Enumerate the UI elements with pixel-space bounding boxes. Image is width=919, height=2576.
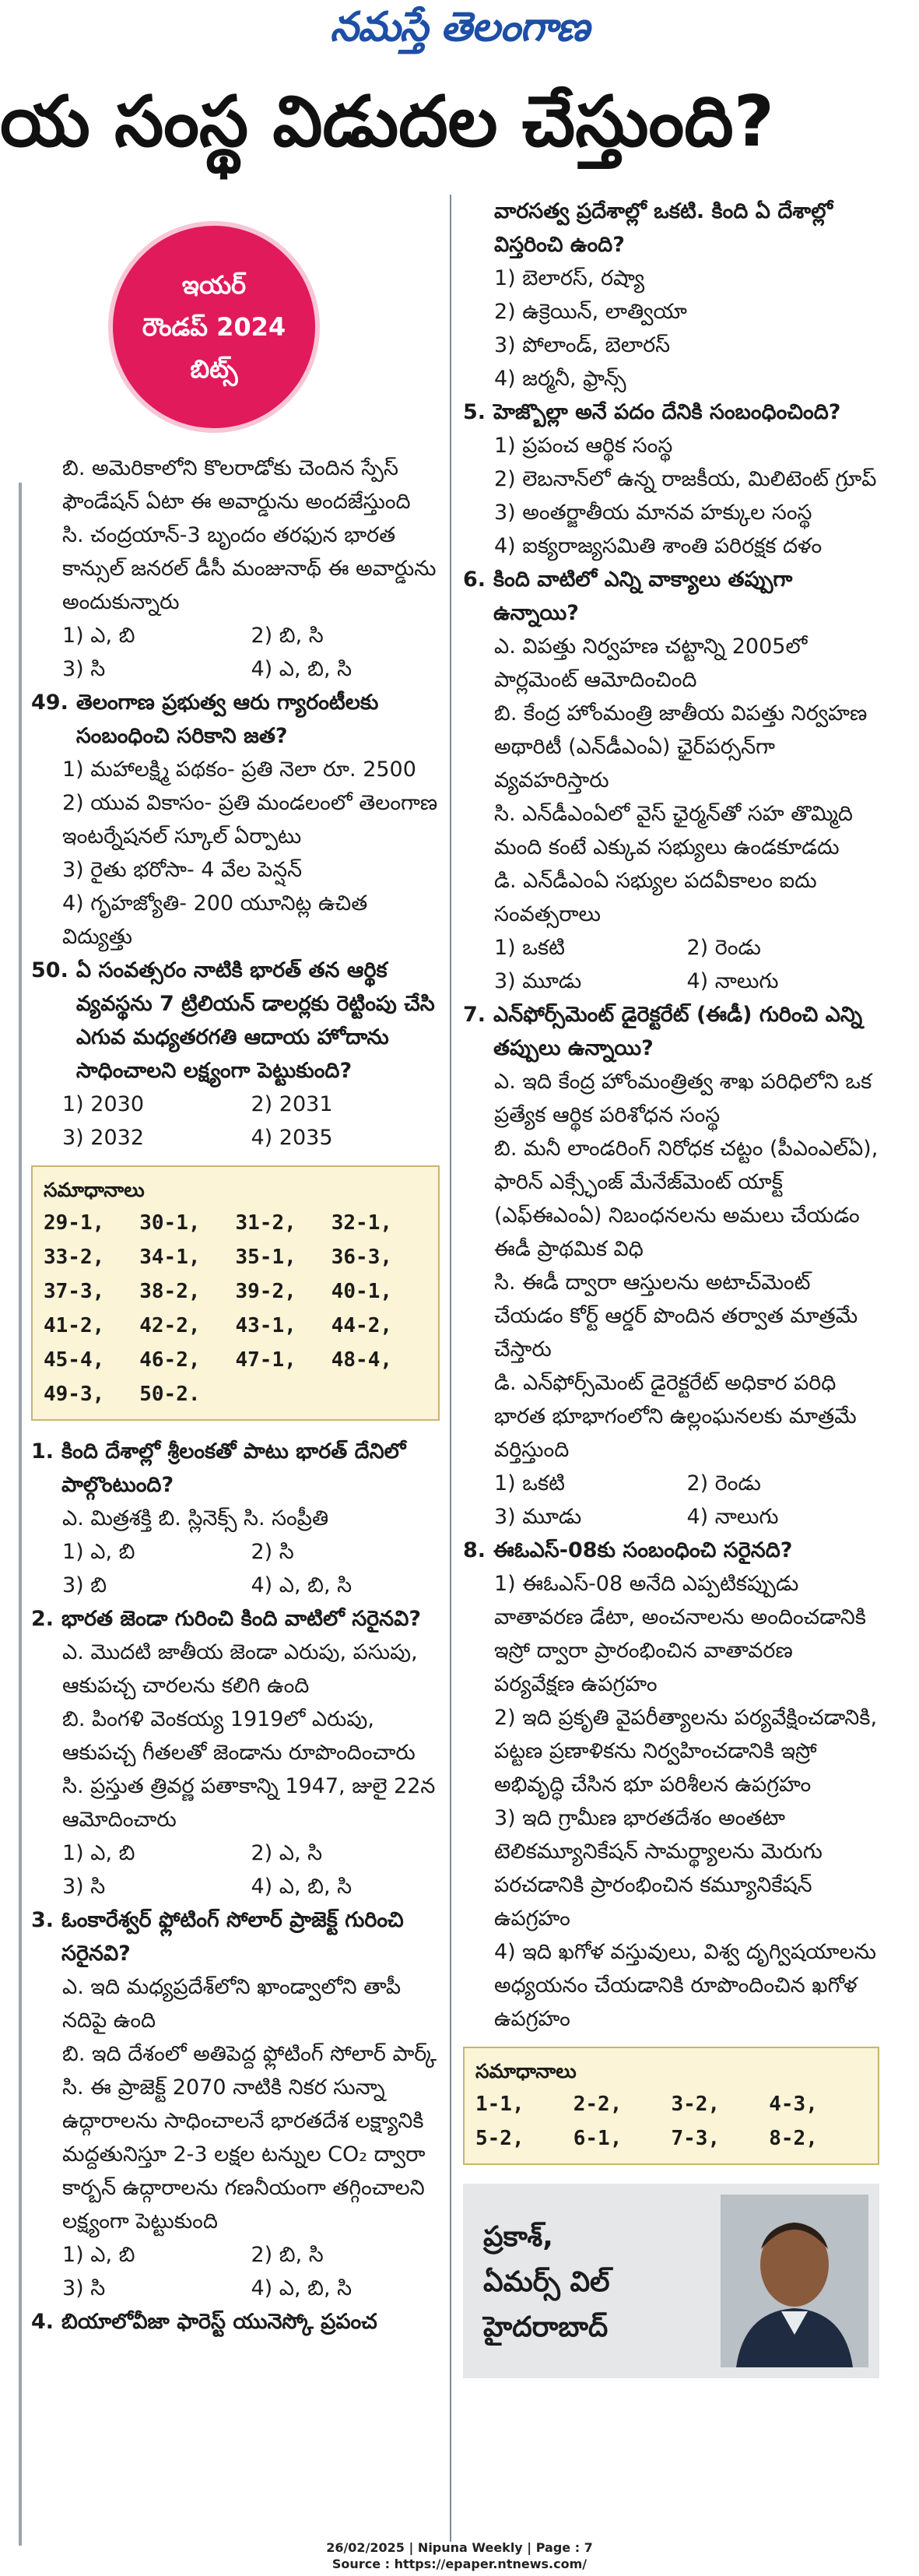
- question-3: [31, 1903, 440, 1970]
- question-1-options: [31, 1535, 440, 1602]
- answers-header: సమాధానాలు: [475, 2060, 577, 2082]
- answer-item: 30-1,: [139, 1211, 201, 1235]
- option: 4) నాలుగు: [686, 1505, 779, 1529]
- author-photo: [721, 2195, 868, 2367]
- option: 4) ఎ, బి, సి: [251, 1573, 353, 1597]
- answer-item: 4-3,: [769, 2093, 818, 2116]
- answer-item: 36-3,: [331, 1246, 393, 1269]
- option: 3) మూడు: [494, 969, 582, 993]
- answers-header: సమాధానాలు: [44, 1179, 145, 1201]
- option: 2) లెబనాన్‌లో ఉన్న రాజకీయ, మిలిటెంట్ గ్రూప్: [494, 467, 877, 491]
- option: 1) ఈఓఎస్-08 అనేది ఎప్పటికప్పుడు వాతావరణ డేటా, అంచనాలను అందించడానికి ఇస్రో ద్వారా ప్రారంభించిన వాతావరణ పర్యవేక్షణ ఉపగ్రహం: [494, 1572, 866, 1696]
- author-line-2: ఏమర్స్ విల్: [483, 2266, 610, 2298]
- headline: య సంస్థ విడుదల చేస్తుంది?: [0, 81, 774, 163]
- answer-item: 6-1,: [573, 2127, 623, 2150]
- question-4-continued: వారసత్వ ప్రదేశాల్లో ఒకటి. కింది ఏ దేశాల్లో విస్తరించి ఉంది?: [494, 199, 833, 257]
- question-text: తెలంగాణ ప్రభుత్వ ఆరు గ్యారంటీలకు సంబంధించి సరికాని జత?: [75, 691, 379, 748]
- answer-item: 8-2,: [769, 2127, 818, 2150]
- option: 2) ఎ, సి: [251, 1841, 323, 1865]
- person-silhouette-icon: [721, 2195, 868, 2367]
- statement: ఎ. ఇది మధ్యప్రదేశ్‌లోని ఖాండ్వాలోని తాపీ నదిపై ఉంది: [62, 1975, 402, 2033]
- badge-line-1: ఇయర్: [181, 270, 247, 300]
- answer-item: 43-1,: [235, 1314, 296, 1337]
- question-text: ఎన్‌ఫోర్స్‌మెంట్ డైరెక్టరేట్ (ఈడీ) గురించి ఎన్ని తప్పులు ఉన్నాయి?: [493, 1003, 863, 1060]
- question-6: [463, 563, 879, 630]
- statement: డి. ఎన్‌డీఎంఏ సభ్యుల పదవీకాలం ఐదు సంవత్సరాలు: [494, 869, 817, 926]
- option: 1) మహాలక్ష్మి పథకం- ప్రతి నెలా రూ. 2500: [62, 757, 416, 782]
- option: 2) ఇది ప్రకృతి వైపరీత్యాలను పర్యవేక్షించడానికి, పట్టణ ప్రణాళికను నిర్వహించడానికి ఇస్రో అభివృద్ధి చేసిన భూ పరిశీలన ఉపగ్రహం: [494, 1706, 878, 1797]
- option: 1) బెలారస్, రష్యా: [494, 266, 645, 290]
- option: 4) ఐక్యరాజ్యసమితి శాంతి పరిరక్షక దళం: [494, 534, 823, 558]
- answers-grid: [475, 2087, 867, 2156]
- option: 2) బి, సి: [251, 624, 324, 648]
- question-7: [463, 998, 879, 1065]
- masthead: నమస్తే తెలంగాణ: [330, 4, 589, 51]
- answer-item: 35-1,: [235, 1246, 296, 1269]
- answer-item: 32-1,: [331, 1211, 393, 1235]
- question-text: బియాలోవీజా ఫారెస్ట్ యునెస్కో ప్రపంచ: [61, 2310, 377, 2334]
- question-text: ఏ సంవత్సరం నాటికి భారత్ తన ఆర్థిక వ్యవస్థను 7 ట్రిలియన్ డాలర్లకు రెట్టింపు చేసి ఎగువ మధ్యతరగతి ఆదాయ హోదాను సాధించాలని లక్ష్యంగా పెట్టుకుంది?: [75, 958, 435, 1083]
- question-8: [463, 1534, 879, 1567]
- statement: ఎ. మిత్రశక్తి బి. స్లినెక్స్ సి. సంప్రీతి: [62, 1506, 329, 1530]
- option: 2) 2031: [251, 1092, 333, 1116]
- question-7-options: [463, 1467, 879, 1534]
- statement: ఎ. ఇది కేంద్ర హోంమంత్రిత్వ శాఖ పరిధిలోని ఒక ప్రత్యేక ఆర్థిక పరిశోధన సంస్థ: [494, 1070, 872, 1127]
- option: 2) యువ వికాసం- ప్రతి మండలంలో తెలంగాణ ఇంటర్నేషనల్ స్కూల్ ఏర్పాటు: [62, 791, 438, 849]
- answer-item: 44-2,: [331, 1314, 393, 1337]
- question-5-options: [463, 429, 879, 563]
- question-text: ఓంకారేశ్వర్ ఫ్లోటింగ్ సోలార్ ప్రాజెక్ట్ గురించి సరైనవి?: [61, 1908, 404, 1966]
- option: 4) 2035: [251, 1126, 333, 1150]
- answer-item: 42-2,: [139, 1314, 201, 1337]
- page-footer: [0, 2539, 919, 2572]
- statement: ఎ. మొదటి జాతీయ జెండా ఎరుపు, పసుపు, ఆకుపచ్చ చారలను కలిగి ఉంది: [62, 1640, 418, 1698]
- option: 3) రైతు భరోసా- 4 వేల పెన్షన్: [62, 858, 303, 882]
- question-number: 4.: [31, 2310, 54, 2334]
- question-50: [31, 954, 440, 1088]
- option: 2) రెండు: [686, 936, 761, 960]
- question-1: [31, 1435, 440, 1502]
- option: 2) బి, సి: [251, 2243, 324, 2267]
- option: 1) ఎ, బి: [62, 624, 135, 648]
- question-number: 50.: [31, 958, 68, 982]
- question-text: భారత జెండా గురించి కింది వాటిలో సరైనవి?: [61, 1607, 421, 1631]
- option: 4) ఎ, బి, సి: [251, 2276, 353, 2300]
- option: 4) జర్మనీ, ఫ్రాన్స్: [494, 367, 626, 391]
- option: 2) సి: [251, 1540, 294, 1564]
- answer-item: 5-2,: [475, 2127, 524, 2150]
- option: 1) ఒకటి: [494, 936, 565, 960]
- question-50-options: [31, 1088, 440, 1154]
- option: 4) ఎ, బి, సి: [251, 657, 353, 681]
- option: 1) ఎ, బి: [62, 1841, 135, 1865]
- answer-item: 40-1,: [331, 1280, 393, 1303]
- answer-item: 2-2,: [573, 2093, 623, 2116]
- question-3-options: [31, 2238, 440, 2305]
- question-text: హెజ్బొల్లా అనే పదం దేనికి సంబంధించింది?: [493, 400, 841, 424]
- question-2-options: [31, 1836, 440, 1903]
- badge-area: [31, 195, 440, 452]
- option: 3) ఇది గ్రామీణ భారతదేశం అంతటా టెలికమ్యూనికేషన్ సామర్థ్యాలను మెరుగు పరచడానికి ప్రారంభించిన కమ్యూనికేషన్ ఉపగ్రహం: [494, 1806, 823, 1931]
- question-number: 6.: [463, 568, 486, 592]
- answer-item: 3-2,: [671, 2093, 721, 2116]
- statement: బి. ఇది దేశంలో అతిపెద్ద ఫ్లోటింగ్ సోలార్ పార్క్: [62, 2042, 437, 2066]
- option: 3) బి: [62, 1573, 107, 1597]
- answer-item: 1-1,: [475, 2093, 524, 2116]
- intro-options: [31, 619, 440, 686]
- answer-item: 38-2,: [139, 1280, 201, 1303]
- answers-box-2: [463, 2047, 879, 2165]
- answer-item: 47-1,: [235, 1348, 296, 1372]
- answer-item: 31-2,: [235, 1211, 296, 1235]
- question-number: 7.: [463, 1003, 486, 1027]
- question-number: 2.: [31, 1607, 54, 1631]
- answer-item: 41-2,: [44, 1314, 105, 1337]
- statement: సి. ఈడీ ద్వారా ఆస్తులను అటాచ్‌మెంట్ చేయడం కోర్ట్ ఆర్డర్ పొందిన తర్వాత మాత్రమే చేస్తారు: [494, 1270, 858, 1362]
- statement: బి. మనీ లాండరింగ్ నిరోధక చట్టం (పీఎంఎల్ఏ), ఫారిన్ ఎక్స్ఛేంజ్ మేనేజ్‌మెంట్ యాక్ట్ (ఎఫ్ఈఎంఏ) నిబంధనలను అమలు చేయడం ఈడీ ప్రాథమిక విధి: [494, 1137, 879, 1261]
- author-name: [483, 2215, 610, 2350]
- option: 1) 2030: [62, 1092, 145, 1116]
- statement: సి. ప్రస్తుత త్రివర్ణ పతాకాన్ని 1947, జులై 22న ఆమోదించారు: [62, 1774, 436, 1832]
- answer-item: 33-2,: [44, 1246, 105, 1269]
- statement: బి. కేంద్ర హోంమంత్రి జాతీయ విపత్తు నిర్వహణ అథారిటీ (ఎన్‌డీఎంఏ) ఛైర్‌పర్సన్‌గా వ్యవహరిస్తారు: [494, 701, 868, 792]
- option: 1) ప్రపంచ ఆర్థిక సంస్థ: [494, 434, 673, 458]
- option: 1) ఎ, బి: [62, 2243, 135, 2267]
- option: 4) గృహజ్యోతి- 200 యూనిట్ల ఉచిత విద్యుత్తు: [62, 891, 368, 949]
- option: 2) రెండు: [686, 1471, 761, 1495]
- answer-item: 34-1,: [139, 1246, 201, 1269]
- question-text: ఈఓఎస్-08కు సంబంధించి సరైనది?: [493, 1538, 793, 1562]
- question-6-options: [463, 931, 879, 998]
- question-text: కింది దేశాల్లో శ్రీలంకతో పాటు భారత్ దేనిలో పాల్గొంటుంది?: [61, 1439, 406, 1497]
- option: 1) ఒకటి: [494, 1471, 565, 1495]
- answer-item: 46-2,: [139, 1348, 201, 1372]
- option: 3) పోలాండ్, బెలారస్: [494, 333, 671, 357]
- author-line-1: ప్రకాశ్,: [483, 2221, 553, 2253]
- question-49: [31, 686, 440, 753]
- question-49-options: [31, 753, 440, 954]
- badge-line-2: రౌండప్ 2024: [142, 312, 286, 342]
- column-divider: [450, 195, 451, 2542]
- question-5: [463, 395, 879, 429]
- question-4-options: [463, 262, 879, 395]
- option: 3) సి: [62, 657, 106, 681]
- question-2: [31, 1602, 440, 1636]
- option: 3) సి: [62, 2276, 106, 2300]
- option: 4) ఇది ఖగోళ వస్తువులు, విశ్వ దృగ్విషయాలను అధ్యయనం చేయడానికి రూపొందించిన ఖగోళ ఉపగ్రహం: [494, 1940, 877, 2031]
- answer-item: 48-4,: [331, 1348, 393, 1372]
- statement: బి. పింగళి వెంకయ్య 1919లో ఎరుపు, ఆకుపచ్చ గీతలతో జెండాను రూపొందించారు: [62, 1707, 416, 1765]
- answers-box-1: [31, 1165, 440, 1421]
- answer-item: 50-2.: [139, 1383, 201, 1406]
- author-box: [463, 2184, 879, 2378]
- left-column: [31, 195, 440, 2339]
- question-number: 49.: [31, 691, 68, 715]
- option: 3) అంతర్జాతీయ మానవ హక్కుల సంస్థ: [494, 501, 812, 525]
- question-text: కింది వాటిలో ఎన్ని వాక్యాలు తప్పుగా ఉన్నాయి?: [493, 568, 793, 625]
- intro-statement-b: బి. అమెరికాలోని కొలరాడోకు చెందిన స్పేస్ ఫౌండేషన్ ఏటా ఈ అవార్డును అందజేస్తుంది: [62, 456, 411, 514]
- answer-item: 29-1,: [44, 1211, 105, 1235]
- option: 3) సి: [62, 1875, 106, 1899]
- question-number: 5.: [463, 400, 486, 424]
- question-number: 3.: [31, 1908, 54, 1932]
- question-8-options: [463, 1567, 879, 2036]
- author-line-3: హైదరాబాద్: [483, 2311, 609, 2343]
- option: 4) ఎ, బి, సి: [251, 1875, 353, 1899]
- left-margin-rule: [19, 483, 22, 2546]
- question-number: 8.: [463, 1538, 486, 1562]
- statement: ఎ. విపత్తు నిర్వహణ చట్టాన్ని 2005లో పార్లమెంట్ ఆమోదించింది: [494, 634, 808, 692]
- option: 2) ఉక్రెయిన్, లాత్వియా: [494, 300, 687, 324]
- option: 3) మూడు: [494, 1505, 582, 1529]
- right-column: [463, 195, 879, 2378]
- statement: సి. ఈ ప్రాజెక్ట్ 2070 నాటికి నికర సున్నా ఉద్గారాలను సాధించాలనే భారతదేశ లక్ష్యానికి మద్దతునిస్తూ 2-3 లక్షల టన్నుల CO₂ ద్వారా కార్బన్ ఉద్గారాలను గణనీయంగా తగ్గించాలని లక్ష్యంగా పెట్టుకుంది: [62, 2075, 426, 2233]
- answers-grid: [44, 1206, 427, 1411]
- statement: సి. ఎన్‌డీఎంఏలో వైస్ ఛైర్మన్‌తో సహ తొమ్మిది మంది కంటే ఎక్కువ సభ్యులు ఉండకూడదు: [494, 802, 853, 859]
- answer-item: 49-3,: [44, 1383, 105, 1406]
- question-number: 1.: [31, 1439, 54, 1464]
- answer-item: 37-3,: [44, 1280, 105, 1303]
- answer-item: 45-4,: [44, 1348, 105, 1372]
- option: 4) నాలుగు: [686, 969, 779, 993]
- footer-date-line: 26/02/2025 | Nipuna Weekly | Page : 7: [326, 2540, 593, 2555]
- footer-source-line: Source : https://epaper.ntnews.com/: [331, 2557, 588, 2571]
- statement: డి. ఎన్‌ఫోర్స్‌మెంట్ డైరెక్టరేట్ అధికార పరిధి భారత భూభాగంలోని ఉల్లంఘనలకు మాత్రమే వర్తిస్తుంది: [494, 1371, 857, 1462]
- year-roundup-badge: [113, 226, 315, 428]
- answer-item: 39-2,: [235, 1280, 296, 1303]
- badge-line-3: బిట్స్: [190, 354, 238, 384]
- option: 3) 2032: [62, 1126, 145, 1150]
- option: 1) ఎ, బి: [62, 1540, 135, 1564]
- answer-item: 7-3,: [671, 2127, 721, 2150]
- question-4: [31, 2305, 440, 2339]
- intro-statement-c: సి. చంద్రయాన్-3 బృందం తరఫున భారత కాన్సుల్ జనరల్ డీసీ మంజునాథ్ ఈ అవార్డును అందుకున్నారు: [62, 523, 437, 614]
